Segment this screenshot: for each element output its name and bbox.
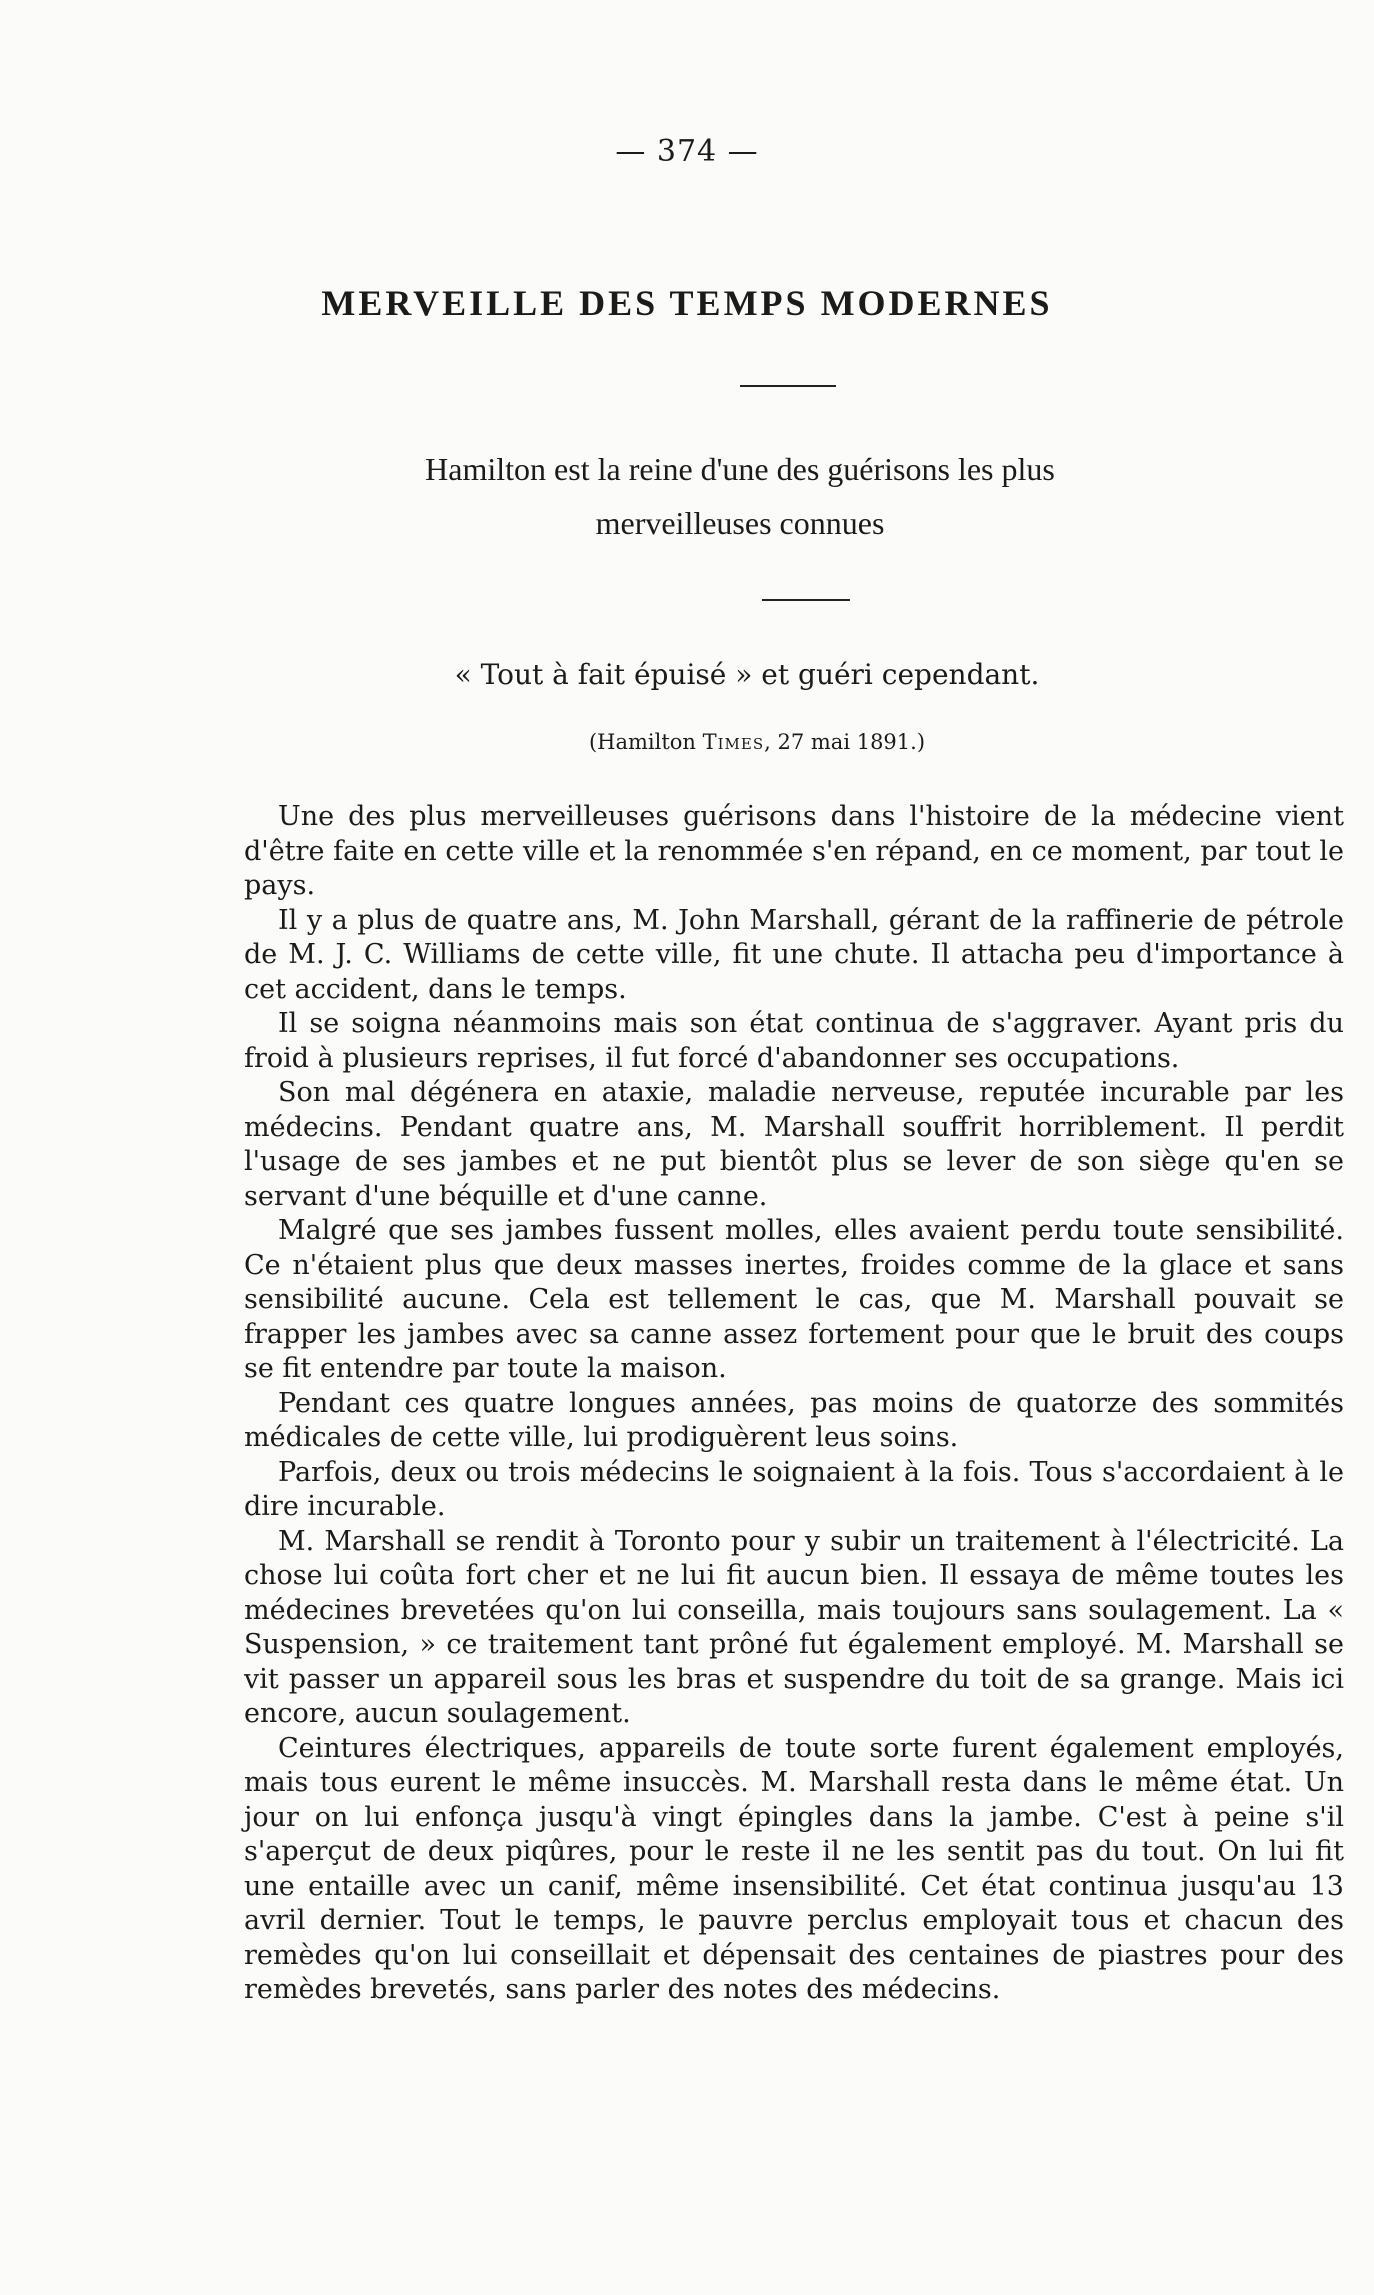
article-title: MERVEILLE DES TEMPS MODERNES [321, 283, 1053, 323]
pull-quote: « Tout à fait épuisé » et guéri cependant. [454, 658, 1040, 691]
title-divider [740, 385, 836, 387]
source-citation [0, 730, 1374, 754]
source-open: (Hamilton [588, 730, 703, 754]
body-paragraph: Son mal dégénera en ataxie, maladie nerveuse, reputée incurable par les médecins. Pendant quatre ans, M. Marshall souffrit horriblement. Il perdit l'usage de ses jambes et ne put bientôt plus se lever de son siège qu'en se servant d'une béquille et d'une canne. [244, 1077, 1344, 1212]
body-paragraph: Une des plus merveilleuses guérisons dans l'histoire de la médecine vient d'être faite en cette ville et la renommée s'en répand, en ce moment, par tout le pays. [244, 801, 1344, 901]
body-paragraph: Il se soigna néanmoins mais son état continua de s'aggraver. Ayant pris du froid à plusieurs reprises, il fut forcé d'abandonner ses occupations. [244, 1008, 1344, 1074]
page-number: — 374 — [615, 134, 759, 169]
body-paragraph: Pendant ces quatre longues années, pas moins de quatorze des sommités médicales de cette ville, lui prodiguèrent leus soins. [244, 1387, 1344, 1453]
body-paragraph: M. Marshall se rendit à Toronto pour y subir un traitement à l'électricité. La chose lui coûta fort cher et ne lui fit aucun bien. Il essaya de même toutes les médecines brevetées qu'on lui conseilla, mais toujours sans soulagement. La « Suspension, » ce traitement tant prôné fut également employé. M. Marshall se vit passer un appareil sous les bras et suspendre du toit de sa grange. Mais ici encore, aucun soulagement. [244, 1525, 1344, 1729]
body-paragraph: Ceintures électriques, appareils de toute sorte furent également employés, mais tous eurent le même insuccès. M. Marshall resta dans le même état. Un jour on lui enfonça jusqu'à vingt épingles dans la jambe. C'est à peine s'il s'aperçut de deux piqûres, pour le reste il ne les sentit pas du tout. On lui fit une entaille avec un canif, même insensibilité. Cet état continua jusqu'au 13 avril dernier. Tout le temps, le pauvre perclus employait tous et chacun des remèdes qu'on lui conseillait et dépensait des centaines de piastres pour des remèdes brevetés, sans parler des notes des médecins. [244, 1732, 1344, 2005]
subtitle-line-2: merveilleuses connues [595, 505, 885, 541]
article-subtitle [300, 442, 1180, 550]
body-paragraph: Il y a plus de quatre ans, M. John Marshall, gérant de la raffinerie de pétrole de M. J. C. Williams de cette ville, fit une chute. Il attacha peu d'importance à cet accident, dans le temps. [244, 904, 1344, 1005]
source-newspaper: Times [702, 730, 765, 754]
article-body [244, 800, 1344, 2008]
source-date: , 27 mai 1891.) [764, 730, 926, 754]
body-paragraph: Malgré que ses jambes fussent molles, elles avaient perdu toute sensibilité. Ce n'étaient plus que deux masses inertes, froides comme de la glace et sans sensibilité aucune. Cela est tellement le cas, que M. Marshall pouvait se frapper les jambes avec sa canne assez fortement pour que le bruit des coups se fit entendre par toute la maison. [244, 1215, 1344, 1384]
subtitle-line-1: Hamilton est la reine d'une des guérisons les plus [425, 451, 1055, 487]
body-paragraph: Parfois, deux ou trois médecins le soignaient à la fois. Tous s'accordaient à le dire incurable. [244, 1456, 1344, 1522]
subtitle-divider [762, 599, 850, 601]
